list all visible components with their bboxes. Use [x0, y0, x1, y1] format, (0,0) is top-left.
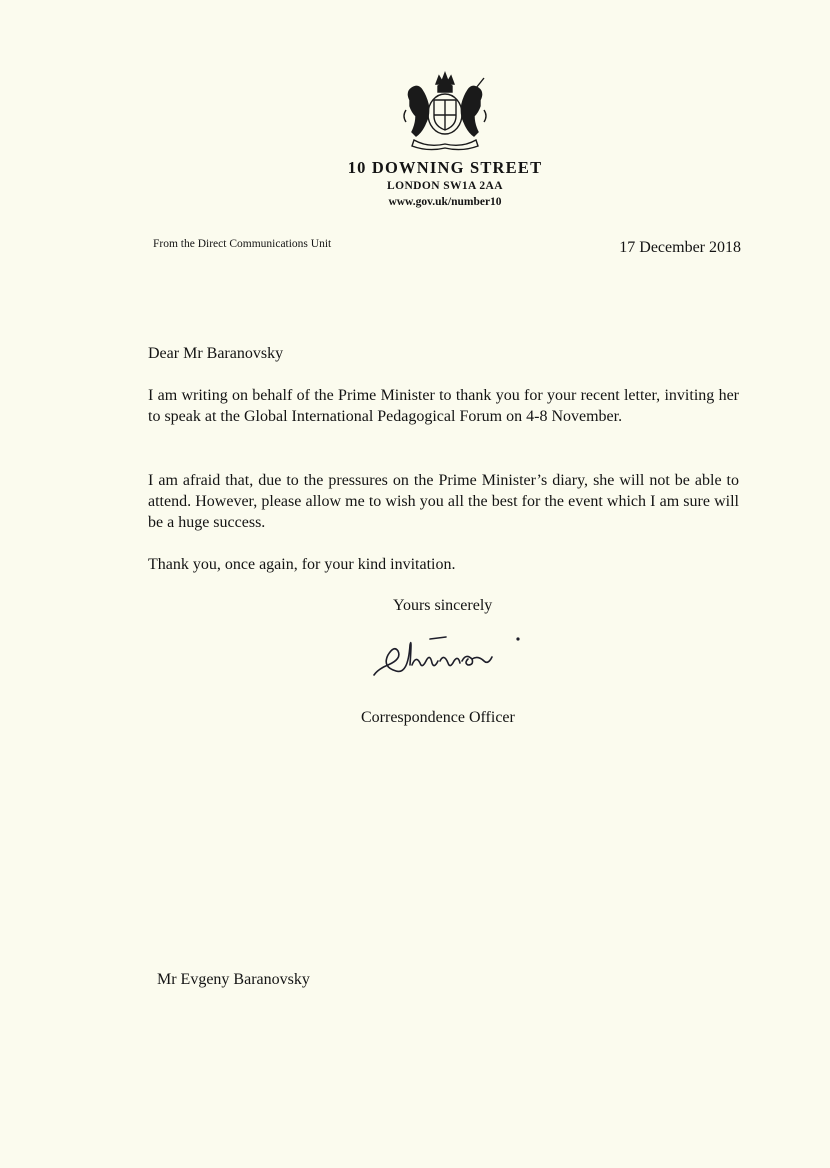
royal-coat-of-arms-icon — [398, 70, 492, 152]
closing: Yours sincerely — [393, 597, 493, 614]
body-paragraph: I am afraid that, due to the pressures on the Prime Minister’s diary, she will not be able to attend. However, please allow me to wish you all the best for the event which I am sure will be a huge success. — [148, 472, 739, 531]
recipient-name: Mr Evgeny Baranovsky — [157, 971, 310, 988]
letter-date: 17 December 2018 — [619, 239, 741, 256]
body-paragraph: Thank you, once again, for your kind invitation. — [148, 556, 456, 573]
letterhead-address: LONDON SW1A 2AA — [387, 180, 503, 192]
letterhead-title: 10 DOWNING STREET — [347, 158, 543, 177]
salutation: Dear Mr Baranovsky — [148, 345, 284, 362]
letterhead-website: www.gov.uk/number10 — [388, 196, 502, 208]
body-paragraph: I am writing on behalf of the Prime Minister to thank you for your recent letter, inviting her to speak at the Global International Pedagogical Forum on 4-8 November. — [148, 387, 739, 425]
signatory-role: Correspondence Officer — [361, 709, 515, 726]
sender-unit: From the Direct Communications Unit — [153, 238, 332, 250]
handwritten-signature — [368, 625, 528, 685]
